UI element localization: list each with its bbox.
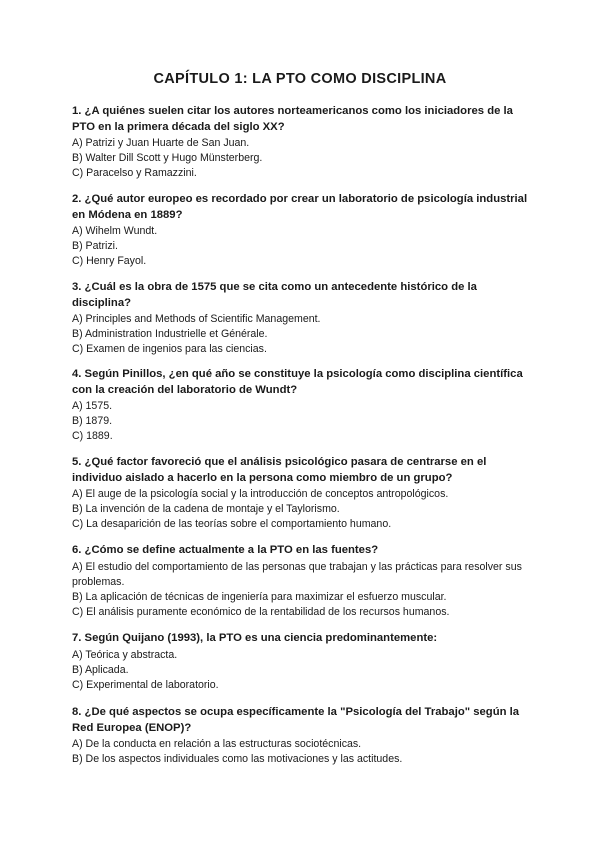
option-a: A) El auge de la psicología social y la introducción de conceptos antropológicos. (72, 488, 449, 500)
option-c: C) Henry Fayol. (72, 255, 147, 267)
question-text: 4. Según Pinillos, ¿en qué año se constituye la psicología como disciplina científica con la creación del laboratorio de Wundt? (72, 368, 523, 396)
question-1 (72, 104, 532, 181)
option-b: B) 1879. (72, 415, 113, 427)
option-a: A) Principles and Methods of Scientific Management. (72, 313, 321, 325)
option-b: B) Walter Dill Scott y Hugo Münsterberg. (72, 152, 263, 164)
option-c: C) Examen de ingenios para las ciencias. (72, 343, 267, 355)
question-6 (72, 543, 532, 620)
option-c: C) Experimental de laboratorio. (72, 678, 219, 691)
question-7 (72, 631, 532, 693)
question-5 (72, 455, 532, 532)
question-4 (72, 367, 532, 444)
question-text: 7. Según Quijano (1993), la PTO es una ciencia predominantemente: (72, 632, 438, 644)
question-text: 5. ¿Qué factor favoreció que el análisis psicológico pasara de centrarse en el individuo aislado a hacerlo en la persona como miembro de un grupo? (72, 456, 487, 484)
option-a: A) El estudio del comportamiento de las personas que trabajan y las prácticas para resolver sus problemas. (72, 560, 522, 588)
question-text: 1. ¿A quiénes suelen citar los autores norteamericanos como los iniciadores de la PTO en la primera década del siglo XX? (72, 105, 513, 133)
question-text: 3. ¿Cuál es la obra de 1575 que se cita como un antecedente histórico de la disciplina? (72, 281, 477, 309)
question-3 (72, 280, 532, 357)
question-text: 8. ¿De qué aspectos se ocupa específicamente la "Psicología del Trabajo" según la Red Europea (ENOP)? (72, 706, 520, 734)
option-a: A) Teórica y abstracta. (72, 648, 178, 661)
option-b: B) Administration Industrielle et Générale. (72, 328, 268, 340)
option-b: B) La invención de la cadena de montaje y el Taylorismo. (72, 503, 340, 515)
option-c: C) El análisis puramente económico de la rentabilidad de los recursos humanos. (72, 605, 450, 618)
option-a: A) Wihelm Wundt. (72, 225, 158, 237)
question-2 (72, 192, 532, 269)
option-b: B) Patrizi. (72, 240, 118, 252)
option-b: B) De los aspectos individuales como las motivaciones y las actitudes. (72, 753, 403, 765)
question-8 (72, 705, 532, 767)
question-text: 6. ¿Cómo se define actualmente a la PTO en las fuentes? (72, 544, 379, 556)
question-text: 2. ¿Qué autor europeo es recordado por crear un laboratorio de psicología industrial en Módena en 1889? (72, 193, 528, 221)
option-a: A) 1575. (72, 400, 113, 412)
chapter-title: CAPÍTULO 1: LA PTO COMO DISCIPLINA (153, 71, 447, 87)
option-c: C) Paracelso y Ramazzini. (72, 167, 197, 179)
option-b: B) Aplicada. (72, 663, 129, 676)
option-c: C) La desaparición de las teorías sobre el comportamiento humano. (72, 518, 392, 530)
option-c: C) 1889. (72, 430, 113, 442)
option-b: B) La aplicación de técnicas de ingeniería para maximizar el esfuerzo muscular. (72, 590, 447, 603)
option-a: A) Patrizi y Juan Huarte de San Juan. (72, 137, 250, 149)
option-a: A) De la conducta en relación a las estructuras sociotécnicas. (72, 738, 362, 750)
